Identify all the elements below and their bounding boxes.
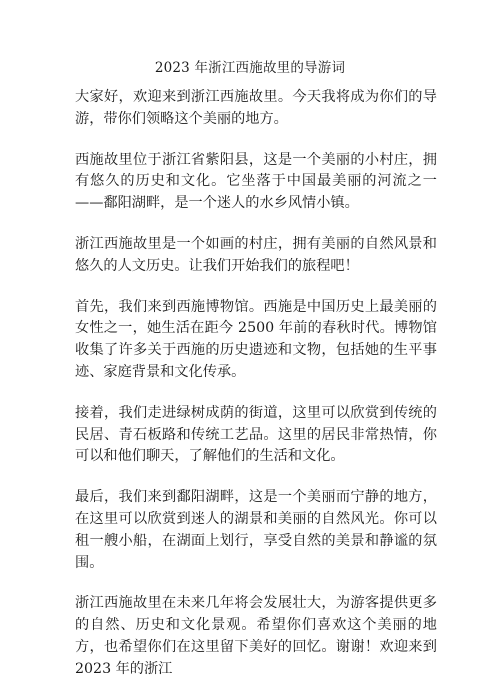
- paragraph-museum: 首先，我们来到西施博物馆。西施是中国历史上最美丽的女性之一，她生活在距今 2500 年前的春秋时代。博物馆收集了许多关于西施的历史遗迹和文物，包括她的生平事迹、家庭背景和文化传承。: [75, 298, 437, 380]
- document-title: 2023 年浙江西施故里的导游词: [154, 60, 346, 76]
- paragraph-closing: 浙江西施故里在未来几年将会发展壮大，为游客提供更多的自然、历史和文化景观。希望你们喜欢这个美丽的地方，也希望你们在这里留下美好的回忆。谢谢！欢迎来到 2023 年的浙江: [75, 595, 437, 677]
- paragraph-greeting: 大家好，欢迎来到浙江西施故里。今天我将成为你们的导游，带你们领略这个美丽的地方。: [75, 89, 437, 127]
- paragraph-overview: 浙江西施故里是一个如画的村庄，拥有美丽的自然风景和悠久的人文历史。让我们开始我们的旅程吧！: [75, 235, 437, 274]
- paragraph-location: 西施故里位于浙江省紫阳县，这是一个美丽的小村庄，拥有悠久的历史和文化。它坐落于中国最美丽的河流之一——鄱阳湖畔，是一个迷人的水乡风情小镇。: [75, 151, 437, 212]
- paragraph-lakeside: 最后，我们来到鄱阳湖畔，这是一个美丽而宁静的地方，在这里可以欣赏到迷人的湖景和美丽的自然风光。你可以租一艘小船，在湖面上划行，享受自然的美景和静谧的氛围。: [75, 489, 437, 571]
- document-body: [75, 87, 437, 681]
- paragraph-streets: 接着，我们走进绿树成荫的街道，这里可以欣赏到传统的民居、青石板路和传统工艺品。这里的居民非常热情，你可以和他们聊天，了解他们的生活和文化。: [75, 404, 437, 465]
